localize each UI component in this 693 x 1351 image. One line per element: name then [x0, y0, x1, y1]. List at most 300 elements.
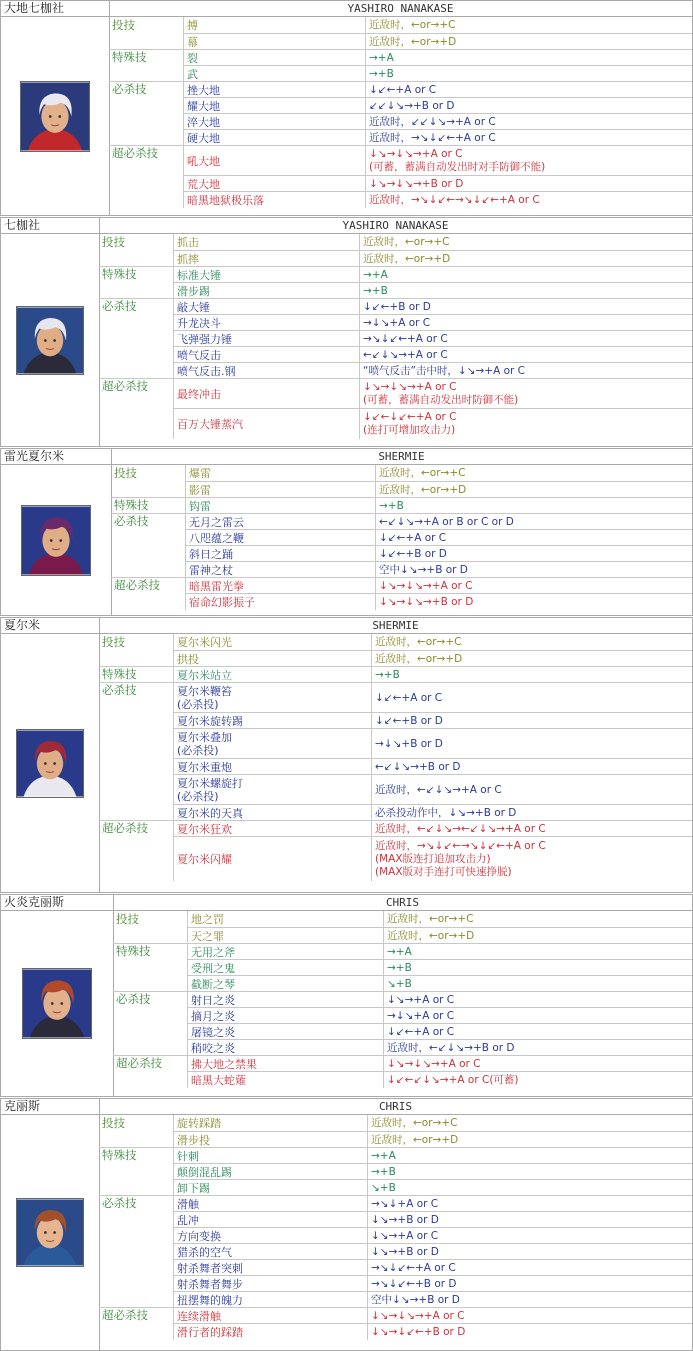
move-command — [375, 594, 692, 610]
move-name-line: 夏尔米闪耀 — [177, 853, 232, 866]
move-command — [383, 976, 692, 992]
move-name-line: 颠倒混乱踢 — [177, 1166, 232, 1179]
command-line: “喷气反击”击中时，↓↘→+A or C — [363, 365, 526, 377]
command-line: 近敌时，←or→+C — [379, 467, 466, 479]
command-line: ↓↘→+B or D — [371, 1246, 439, 1258]
move-name-line: 卸下踢 — [177, 1182, 210, 1195]
command-line: ↓↘→↓↘→+A or C — [371, 1310, 465, 1322]
portrait-column — [1, 911, 114, 1096]
character-name-en: SHERMIE — [372, 619, 419, 632]
move-row — [183, 113, 692, 130]
move-row — [187, 1055, 692, 1072]
category-label: 特殊技 — [116, 944, 151, 958]
move-name — [173, 1308, 371, 1324]
command-line: →↘↓↙←+B or D — [371, 1278, 457, 1290]
category-label: 超必杀技 — [116, 1056, 162, 1070]
move-command — [371, 775, 692, 805]
command-line: ↓↙←+A or C — [375, 692, 443, 704]
move-name — [173, 759, 375, 775]
character-block — [0, 894, 693, 1097]
move-name — [173, 363, 363, 379]
command-line: ←↙↓↘→+A or C — [363, 349, 448, 361]
character-portrait-image — [23, 969, 91, 1038]
command-line: →+B — [379, 500, 404, 512]
command-line: →+B — [371, 1166, 396, 1178]
move-command — [359, 267, 692, 283]
move-command — [371, 713, 692, 729]
move-name — [173, 1292, 371, 1308]
character-block — [0, 217, 693, 447]
character-header — [1, 895, 692, 911]
move-command — [359, 379, 692, 409]
move-name — [185, 546, 379, 562]
move-name-line: 暗黑大蛇薙 — [191, 1074, 246, 1087]
category-label: 超必杀技 — [114, 578, 160, 592]
character-block — [0, 448, 693, 616]
category-label: 特殊技 — [102, 1148, 137, 1162]
move-row — [173, 282, 692, 299]
portrait-column — [1, 17, 110, 215]
move-row — [185, 577, 692, 594]
move-command — [371, 805, 692, 821]
move-name — [187, 944, 387, 960]
move-row — [173, 634, 692, 650]
move-row — [187, 1039, 692, 1056]
command-line: →+A — [369, 52, 394, 64]
move-name-line: 夏尔米螺旋打 — [177, 777, 243, 790]
move-command — [371, 759, 692, 775]
command-line: ↓↘→↓↘→+B or D — [379, 596, 474, 608]
move-name — [185, 578, 379, 594]
move-command — [371, 683, 692, 713]
character-header — [1, 218, 692, 234]
move-name-line: 武 — [187, 68, 198, 81]
character-portrait-image — [21, 82, 89, 151]
move-name — [183, 176, 369, 192]
move-command — [367, 1276, 692, 1292]
move-row — [183, 191, 692, 208]
move-row — [173, 1275, 692, 1292]
command-line: →+A — [371, 1150, 396, 1162]
move-name — [173, 667, 375, 683]
move-name — [173, 1132, 371, 1148]
move-name — [173, 651, 375, 667]
move-command — [371, 821, 692, 837]
category-label: 投技 — [102, 235, 125, 249]
portrait-column — [1, 234, 100, 446]
command-line: 近敌时，←or→+C — [375, 636, 462, 648]
category-separator — [111, 577, 185, 578]
move-row — [173, 712, 692, 729]
move-row — [173, 1163, 692, 1180]
move-name — [187, 1040, 387, 1056]
move-command — [367, 1164, 692, 1180]
move-command — [367, 1115, 692, 1131]
command-line: →↘↓+A or C — [371, 1198, 439, 1210]
command-line: ↙↙↓↘→+B or D — [369, 100, 455, 112]
move-name-line: 暗黑地狱极乐落 — [187, 194, 264, 207]
move-row — [173, 1243, 692, 1260]
move-name — [173, 1324, 371, 1340]
command-line: →↓↘+A or C — [387, 1010, 455, 1022]
move-name — [187, 1072, 387, 1088]
move-row — [173, 314, 692, 331]
move-row — [185, 545, 692, 562]
move-name-line: 夏尔米的天真 — [177, 807, 243, 820]
move-name — [173, 1276, 371, 1292]
move-name-line: 喷气反击.钢 — [177, 365, 236, 378]
command-line: ←↙↓↘→+B or D — [375, 761, 461, 773]
command-line: ↘+B — [387, 978, 412, 990]
character-portrait-image — [17, 307, 83, 374]
move-command — [367, 1196, 692, 1212]
command-line: ↓↙←↓↙←+A or C — [363, 411, 457, 423]
move-row — [173, 666, 692, 683]
move-name — [173, 729, 375, 759]
move-name-line: 滑步投 — [177, 1134, 210, 1147]
move-row — [173, 1131, 692, 1148]
category-separator — [99, 1147, 173, 1148]
move-name — [183, 114, 369, 130]
move-command — [365, 34, 692, 50]
move-command — [371, 651, 692, 667]
command-line: 近敌时，←or→+D — [387, 930, 475, 942]
character-header — [1, 1099, 692, 1115]
command-line: 近敌时，←or→+C — [371, 1117, 458, 1129]
move-name-line: 夏尔米闪光 — [177, 636, 232, 649]
move-name — [173, 1196, 371, 1212]
move-row — [187, 1023, 692, 1040]
character-portrait — [16, 1198, 84, 1267]
move-command — [359, 347, 692, 363]
category-label: 投技 — [116, 912, 139, 926]
move-name — [187, 1008, 387, 1024]
move-command — [359, 315, 692, 331]
command-line: →+A — [387, 946, 412, 958]
move-name-line: 抓击 — [177, 236, 199, 249]
move-command — [375, 578, 692, 594]
move-row — [173, 1147, 692, 1164]
move-name — [185, 498, 379, 514]
command-line: ↓↘→↓↘→+A or C — [369, 148, 463, 160]
move-row — [187, 959, 692, 976]
move-name — [187, 928, 387, 944]
move-name-line: (必杀投) — [177, 790, 219, 803]
move-name — [185, 514, 379, 530]
move-name-line: 喷气反击 — [177, 349, 221, 362]
command-line: 近敌时，←or→+C — [387, 913, 474, 925]
category-label: 必杀技 — [102, 299, 137, 313]
character-header — [1, 618, 692, 634]
command-line: →+B — [375, 669, 400, 681]
move-command — [383, 1024, 692, 1040]
move-name — [173, 251, 363, 267]
move-row — [187, 927, 692, 944]
move-name — [185, 562, 379, 578]
command-line: 近敌时，←or→+D — [369, 36, 457, 48]
move-name-line: 乱冲 — [177, 1214, 199, 1227]
move-command — [365, 50, 692, 66]
move-row — [173, 362, 692, 379]
move-command — [375, 562, 692, 578]
command-line: 近敌时，←or→+C — [363, 236, 450, 248]
move-row — [173, 1195, 692, 1212]
command-line: 近敌时，←or→+D — [363, 253, 451, 265]
move-name-line: 搏 — [187, 19, 198, 32]
move-name-line: 摘月之炎 — [191, 1010, 235, 1023]
category-separator — [109, 49, 183, 50]
move-name — [187, 911, 387, 927]
move-row — [173, 650, 692, 667]
move-row — [173, 378, 692, 409]
character-header — [1, 1, 692, 17]
character-portrait — [16, 729, 84, 798]
move-command — [383, 1040, 692, 1056]
move-name — [185, 482, 379, 498]
move-name-line: 夏尔米狂欢 — [177, 823, 232, 836]
move-command — [367, 1228, 692, 1244]
move-name — [173, 267, 363, 283]
move-name — [173, 1228, 371, 1244]
move-name-line: 受刑之鬼 — [191, 962, 235, 975]
move-command — [375, 482, 692, 498]
command-line: (连打可增加攻击力) — [363, 424, 456, 436]
portrait-column — [1, 465, 112, 615]
command-line: →+A — [363, 269, 388, 281]
move-command — [367, 1292, 692, 1308]
move-name — [183, 17, 369, 33]
move-command — [383, 960, 692, 976]
move-name-line: 耀大地 — [187, 100, 220, 113]
category-label: 特殊技 — [112, 50, 147, 64]
move-row — [173, 250, 692, 267]
move-name — [187, 976, 387, 992]
move-row — [183, 65, 692, 82]
move-name — [173, 1260, 371, 1276]
move-name — [183, 192, 369, 208]
move-command — [365, 176, 692, 192]
move-row — [185, 465, 692, 481]
move-command — [365, 192, 692, 208]
move-name-line: 夏尔米旋转踢 — [177, 715, 243, 728]
move-row — [185, 593, 692, 610]
move-name-line: 夏尔米叠加 — [177, 731, 232, 744]
move-command — [359, 283, 692, 299]
move-command — [371, 729, 692, 759]
move-name-line: 爆雷 — [189, 467, 211, 480]
move-name — [173, 1148, 371, 1164]
move-row — [185, 529, 692, 546]
move-name — [173, 234, 363, 250]
character-name-en: YASHIRO NANAKASE — [347, 2, 454, 15]
category-separator — [99, 666, 173, 667]
move-row — [173, 408, 692, 439]
move-command — [359, 234, 692, 250]
command-line: ←↙↓↘→+A or B or C or D — [379, 516, 514, 528]
command-line: →↘↓↙←+A or C — [363, 333, 448, 345]
character-name-en: YASHIRO NANAKASE — [342, 219, 449, 232]
move-name — [183, 50, 369, 66]
category-label: 投技 — [102, 635, 125, 649]
category-separator — [99, 266, 173, 267]
character-name-cn: 雷光夏尔米 — [4, 449, 65, 463]
move-command — [365, 146, 692, 176]
move-name-line: 淬大地 — [187, 116, 220, 129]
command-line: ↓↘→↓↘→+B or D — [369, 178, 464, 190]
move-row — [173, 1211, 692, 1228]
move-name — [185, 594, 379, 610]
move-name-line: 飞弹强力锤 — [177, 333, 232, 346]
move-name — [173, 1164, 371, 1180]
move-row — [173, 804, 692, 821]
character-name-en: CHRIS — [385, 896, 420, 909]
character-name-cn: 火炎克丽斯 — [4, 895, 65, 909]
move-name-line: 最终冲击 — [177, 388, 221, 401]
category-label: 必杀技 — [102, 683, 137, 697]
category-separator — [113, 943, 187, 944]
move-command — [367, 1148, 692, 1164]
portrait-column — [1, 634, 100, 892]
category-separator — [99, 298, 173, 299]
move-name — [183, 82, 369, 98]
move-name — [173, 1180, 371, 1196]
move-row — [173, 1323, 692, 1340]
category-label: 投技 — [102, 1116, 125, 1130]
move-row — [173, 1291, 692, 1308]
move-name — [173, 634, 375, 650]
move-name-line: 屠镜之炎 — [191, 1026, 235, 1039]
category-label: 超必杀技 — [112, 146, 158, 160]
move-row — [183, 145, 692, 176]
character-name-cn: 大地七枷社 — [4, 1, 65, 15]
command-line: ↓↘→+B or D — [371, 1214, 439, 1226]
command-line: →↓↘+A or C — [363, 317, 431, 329]
move-name — [173, 713, 375, 729]
character-name-en: SHERMIE — [378, 450, 425, 463]
move-command — [359, 299, 692, 315]
command-line: ↓↙←+A or C — [387, 1026, 455, 1038]
move-command — [367, 1244, 692, 1260]
category-separator — [99, 1307, 173, 1308]
move-command — [367, 1324, 692, 1340]
move-row — [185, 561, 692, 578]
move-name-line: 猎杀的空气 — [177, 1246, 232, 1259]
move-name-line: 夏尔米重炮 — [177, 761, 232, 774]
move-row — [187, 975, 692, 992]
character-name-en: CHRIS — [378, 1100, 413, 1113]
character-portrait-image — [22, 506, 90, 575]
move-name — [173, 347, 363, 363]
move-row — [173, 682, 692, 713]
command-line: ↓↙←↙↓↘→+A or C(可蓄) — [387, 1074, 519, 1086]
move-row — [185, 497, 692, 514]
move-row — [183, 175, 692, 192]
command-line: ↓↙←+B or D — [375, 715, 443, 727]
move-row — [185, 513, 692, 530]
character-block — [0, 0, 693, 216]
move-row — [187, 911, 692, 927]
move-name-line: 稍咬之炎 — [191, 1042, 235, 1055]
command-line: 近敌时，←↙↓↘→+A or C — [375, 784, 502, 796]
move-name-line: 截断之琴 — [191, 978, 235, 991]
move-command — [359, 331, 692, 347]
move-row — [183, 49, 692, 66]
move-name-line: 夏尔米鞭笞 — [177, 685, 232, 698]
character-portrait-image — [17, 730, 83, 797]
move-command — [365, 17, 692, 33]
move-row — [187, 1071, 692, 1088]
move-name-line: 滑行者的踩踏 — [177, 1326, 243, 1339]
command-line: 近敌时，→↘↓↙←→↘↓↙←+A or C — [375, 840, 546, 852]
move-command — [365, 98, 692, 114]
move-command — [359, 363, 692, 379]
move-command — [367, 1132, 692, 1148]
move-row — [173, 266, 692, 283]
move-command — [367, 1180, 692, 1196]
move-name — [173, 805, 375, 821]
move-name-line: 针刺 — [177, 1150, 199, 1163]
move-name — [173, 379, 363, 409]
move-name-line: 标准大锤 — [177, 269, 221, 282]
character-portrait — [22, 968, 92, 1039]
category-label: 超必杀技 — [102, 821, 148, 835]
move-row — [173, 330, 692, 347]
move-name-line: 拱投 — [177, 653, 199, 666]
move-name-line: 天之罪 — [191, 930, 224, 943]
move-name — [173, 837, 375, 881]
category-separator — [111, 513, 185, 514]
move-row — [183, 97, 692, 114]
command-line: →↘↓↙←+A or C — [371, 1262, 456, 1274]
move-name — [173, 1115, 371, 1131]
character-portrait — [20, 81, 90, 152]
move-row — [183, 33, 692, 50]
category-label: 超必杀技 — [102, 1308, 148, 1322]
move-row — [173, 346, 692, 363]
move-row — [173, 1115, 692, 1131]
command-line: 近敌时，←or→+D — [375, 653, 463, 665]
command-line: 近敌时，→↘↓↙←+A or C — [369, 132, 496, 144]
move-name — [183, 146, 369, 176]
move-command — [367, 1308, 692, 1324]
character-name-cn: 夏尔米 — [4, 618, 41, 632]
move-name-line: 影雷 — [189, 484, 211, 497]
move-name — [173, 299, 363, 315]
move-row — [183, 17, 692, 33]
move-name-line: 荒大地 — [187, 178, 220, 191]
category-label: 特殊技 — [102, 667, 137, 681]
command-line: 近敌时，←or→+D — [371, 1134, 459, 1146]
move-name-line: 敲大锤 — [177, 301, 210, 314]
move-name — [187, 992, 387, 1008]
command-line: ↓↙←+B or D — [379, 548, 447, 560]
move-name-line: 滑步踢 — [177, 285, 210, 298]
command-line: (可蓄，蓄满自动发出时防御不能) — [363, 394, 519, 406]
move-row — [173, 774, 692, 805]
move-name — [187, 1024, 387, 1040]
category-separator — [109, 81, 183, 82]
category-label: 超必杀技 — [102, 379, 148, 393]
move-command — [367, 1212, 692, 1228]
category-label: 必杀技 — [116, 992, 151, 1006]
move-row — [173, 820, 692, 837]
move-command — [383, 1008, 692, 1024]
move-row — [173, 728, 692, 759]
move-name-line: 无用之斧 — [191, 946, 235, 959]
move-row — [173, 1227, 692, 1244]
move-command — [365, 66, 692, 82]
move-name-line: 钩雷 — [189, 500, 211, 513]
